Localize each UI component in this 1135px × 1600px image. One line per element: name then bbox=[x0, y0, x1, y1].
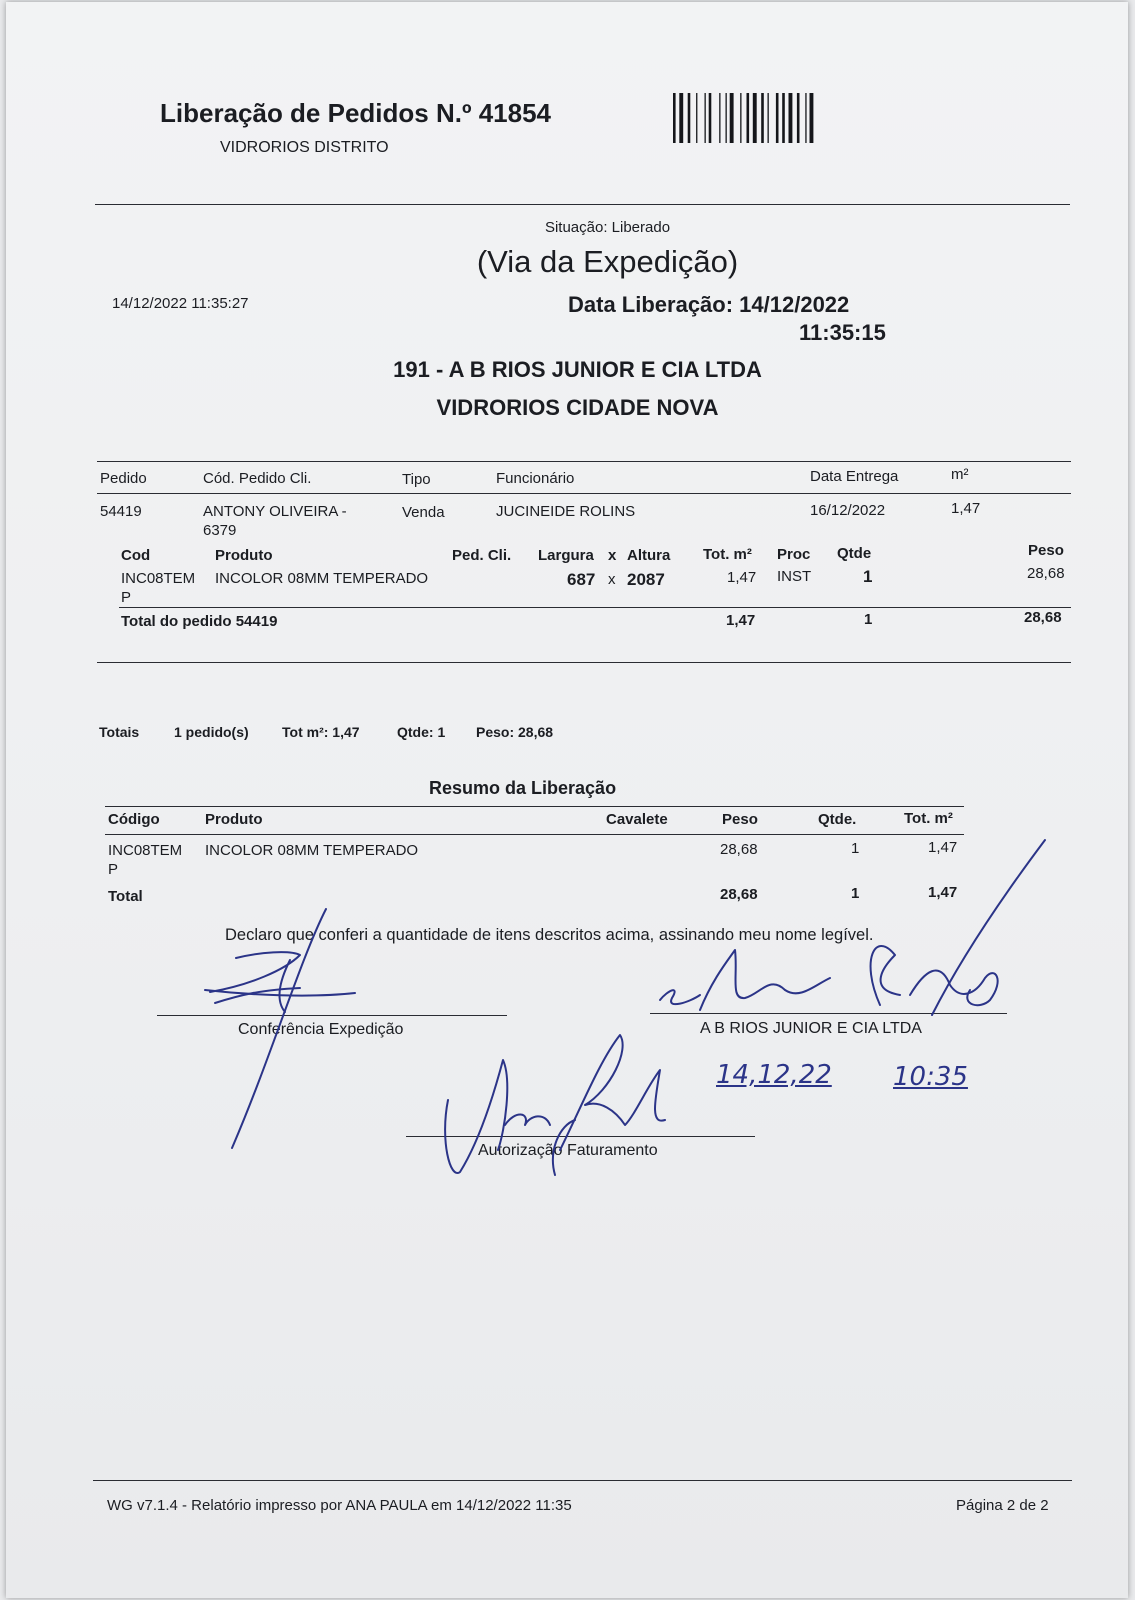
totals-m2: Tot m²: 1,47 bbox=[282, 724, 360, 740]
item-col-proc: Proc bbox=[777, 546, 811, 563]
summary-code: INC08TEM bbox=[108, 842, 183, 859]
signature-line-autorizacao bbox=[406, 1136, 755, 1137]
summary-col-peso: Peso bbox=[722, 811, 758, 828]
totals-label: Totais bbox=[99, 724, 140, 740]
summary-m2: 1,47 bbox=[928, 839, 958, 856]
signature-label-conferencia: Conferência Expedição bbox=[238, 1021, 404, 1038]
summary-col-codigo: Código bbox=[108, 811, 160, 828]
item-height: 2087 bbox=[627, 570, 665, 589]
item-code: INC08TEM bbox=[121, 570, 196, 587]
summary-col-qtde: Qtde. bbox=[818, 811, 857, 828]
summary-total-qty: 1 bbox=[851, 885, 860, 902]
summary-code-cont: P bbox=[108, 861, 119, 878]
summary-product: INCOLOR 08MM TEMPERADO bbox=[205, 842, 419, 859]
col-header-data-entrega: Data Entrega bbox=[810, 468, 899, 485]
signature-label-autorizacao: Autorização Faturamento bbox=[478, 1142, 658, 1159]
col-header-m2: m² bbox=[951, 466, 969, 483]
document-page bbox=[6, 2, 1128, 1598]
col-header-pedido: Pedido bbox=[100, 470, 147, 487]
item-x: x bbox=[608, 571, 616, 588]
item-width: 687 bbox=[567, 570, 596, 589]
order-total-label: Total do pedido 54419 bbox=[121, 613, 278, 630]
signature-line-conferencia bbox=[157, 1015, 507, 1016]
summary-total-weight: 28,68 bbox=[720, 886, 758, 903]
divider bbox=[93, 1480, 1072, 1481]
handwritten-date: 14,12,22 bbox=[716, 1060, 832, 1090]
signature-line-company bbox=[650, 1013, 1007, 1014]
footer-page-number: Página 2 de 2 bbox=[956, 1497, 1049, 1514]
company-branch: VIDRORIOS DISTRITO bbox=[220, 139, 389, 156]
divider bbox=[105, 834, 964, 835]
item-product: INCOLOR 08MM TEMPERADO bbox=[215, 570, 429, 587]
delivery-date: 16/12/2022 bbox=[810, 502, 886, 519]
barcode-icon bbox=[673, 93, 846, 143]
release-date: Data Liberação: 14/12/2022 bbox=[568, 292, 850, 317]
footer-print-info: WG v7.1.4 - Relatório impresso por ANA PAULA em 14/12/2022 11:35 bbox=[107, 1497, 572, 1514]
item-col-peso: Peso bbox=[1028, 542, 1064, 559]
item-col-tot-m2: Tot. m² bbox=[703, 546, 752, 563]
signature-label-company: A B RIOS JUNIOR E CIA LTDA bbox=[700, 1020, 922, 1037]
status-text: Situação: Liberado bbox=[544, 219, 671, 236]
item-qty: 1 bbox=[863, 567, 873, 586]
item-col-ped-cli: Ped. Cli. bbox=[452, 547, 512, 564]
summary-col-produto: Produto bbox=[205, 811, 263, 828]
item-col-altura: Altura bbox=[627, 547, 671, 564]
totals-weight: Peso: 28,68 bbox=[476, 724, 554, 740]
totals-orders: 1 pedido(s) bbox=[174, 724, 249, 740]
item-col-x: x bbox=[608, 547, 617, 564]
divider bbox=[97, 493, 1071, 494]
item-proc: INST bbox=[777, 568, 812, 585]
summary-qty: 1 bbox=[851, 840, 860, 857]
item-weight: 28,68 bbox=[1027, 565, 1065, 582]
client-name: 191 - A B RIOS JUNIOR E CIA LTDA bbox=[393, 357, 762, 382]
col-header-funcionario: Funcionário bbox=[496, 470, 575, 487]
declaration-text: Declaro que conferi a quantidade de itens descritos acima, assinando meu nome legível. bbox=[225, 926, 874, 944]
client-store: VIDRORIOS CIDADE NOVA bbox=[436, 395, 719, 420]
col-header-tipo: Tipo bbox=[402, 471, 431, 488]
summary-title: Resumo da Liberação bbox=[429, 778, 617, 798]
divider bbox=[95, 204, 1070, 205]
summary-total-label: Total bbox=[108, 888, 143, 905]
divider bbox=[97, 662, 1071, 663]
summary-weight: 28,68 bbox=[720, 841, 758, 858]
divider bbox=[105, 806, 964, 807]
divider bbox=[119, 607, 1071, 608]
item-col-qtde: Qtde bbox=[837, 545, 872, 562]
order-m2: 1,47 bbox=[951, 500, 981, 517]
item-col-largura: Largura bbox=[538, 547, 594, 564]
client-order-code: ANTONY OLIVEIRA - bbox=[203, 503, 347, 520]
item-tot-m2: 1,47 bbox=[727, 569, 757, 586]
item-col-produto: Produto bbox=[215, 547, 273, 564]
printed-timestamp: 14/12/2022 11:35:27 bbox=[112, 295, 249, 312]
order-total-qty: 1 bbox=[864, 611, 873, 628]
order-number: 54419 bbox=[100, 503, 142, 520]
summary-total-m2: 1,47 bbox=[928, 884, 958, 901]
client-order-code-cont: 6379 bbox=[203, 522, 237, 539]
summary-col-tot-m2: Tot. m² bbox=[904, 810, 953, 827]
item-code-cont: P bbox=[121, 589, 132, 606]
document-title: Liberação de Pedidos N.º 41854 bbox=[160, 98, 551, 128]
release-time: 11:35:15 bbox=[799, 320, 886, 345]
copy-label: (Via da Expedição) bbox=[476, 244, 739, 279]
summary-col-cavalete: Cavalete bbox=[606, 811, 668, 828]
item-col-cod: Cod bbox=[121, 547, 151, 564]
totals-qty: Qtde: 1 bbox=[397, 724, 446, 740]
order-type: Venda bbox=[402, 504, 445, 521]
divider bbox=[97, 461, 1071, 462]
handwritten-time: 10:35 bbox=[893, 1062, 968, 1092]
order-total-m2: 1,47 bbox=[726, 612, 756, 629]
col-header-cod-pedido-cli: Cód. Pedido Cli. bbox=[203, 470, 312, 487]
employee-name: JUCINEIDE ROLINS bbox=[496, 503, 636, 520]
order-total-weight: 28,68 bbox=[1024, 609, 1062, 626]
